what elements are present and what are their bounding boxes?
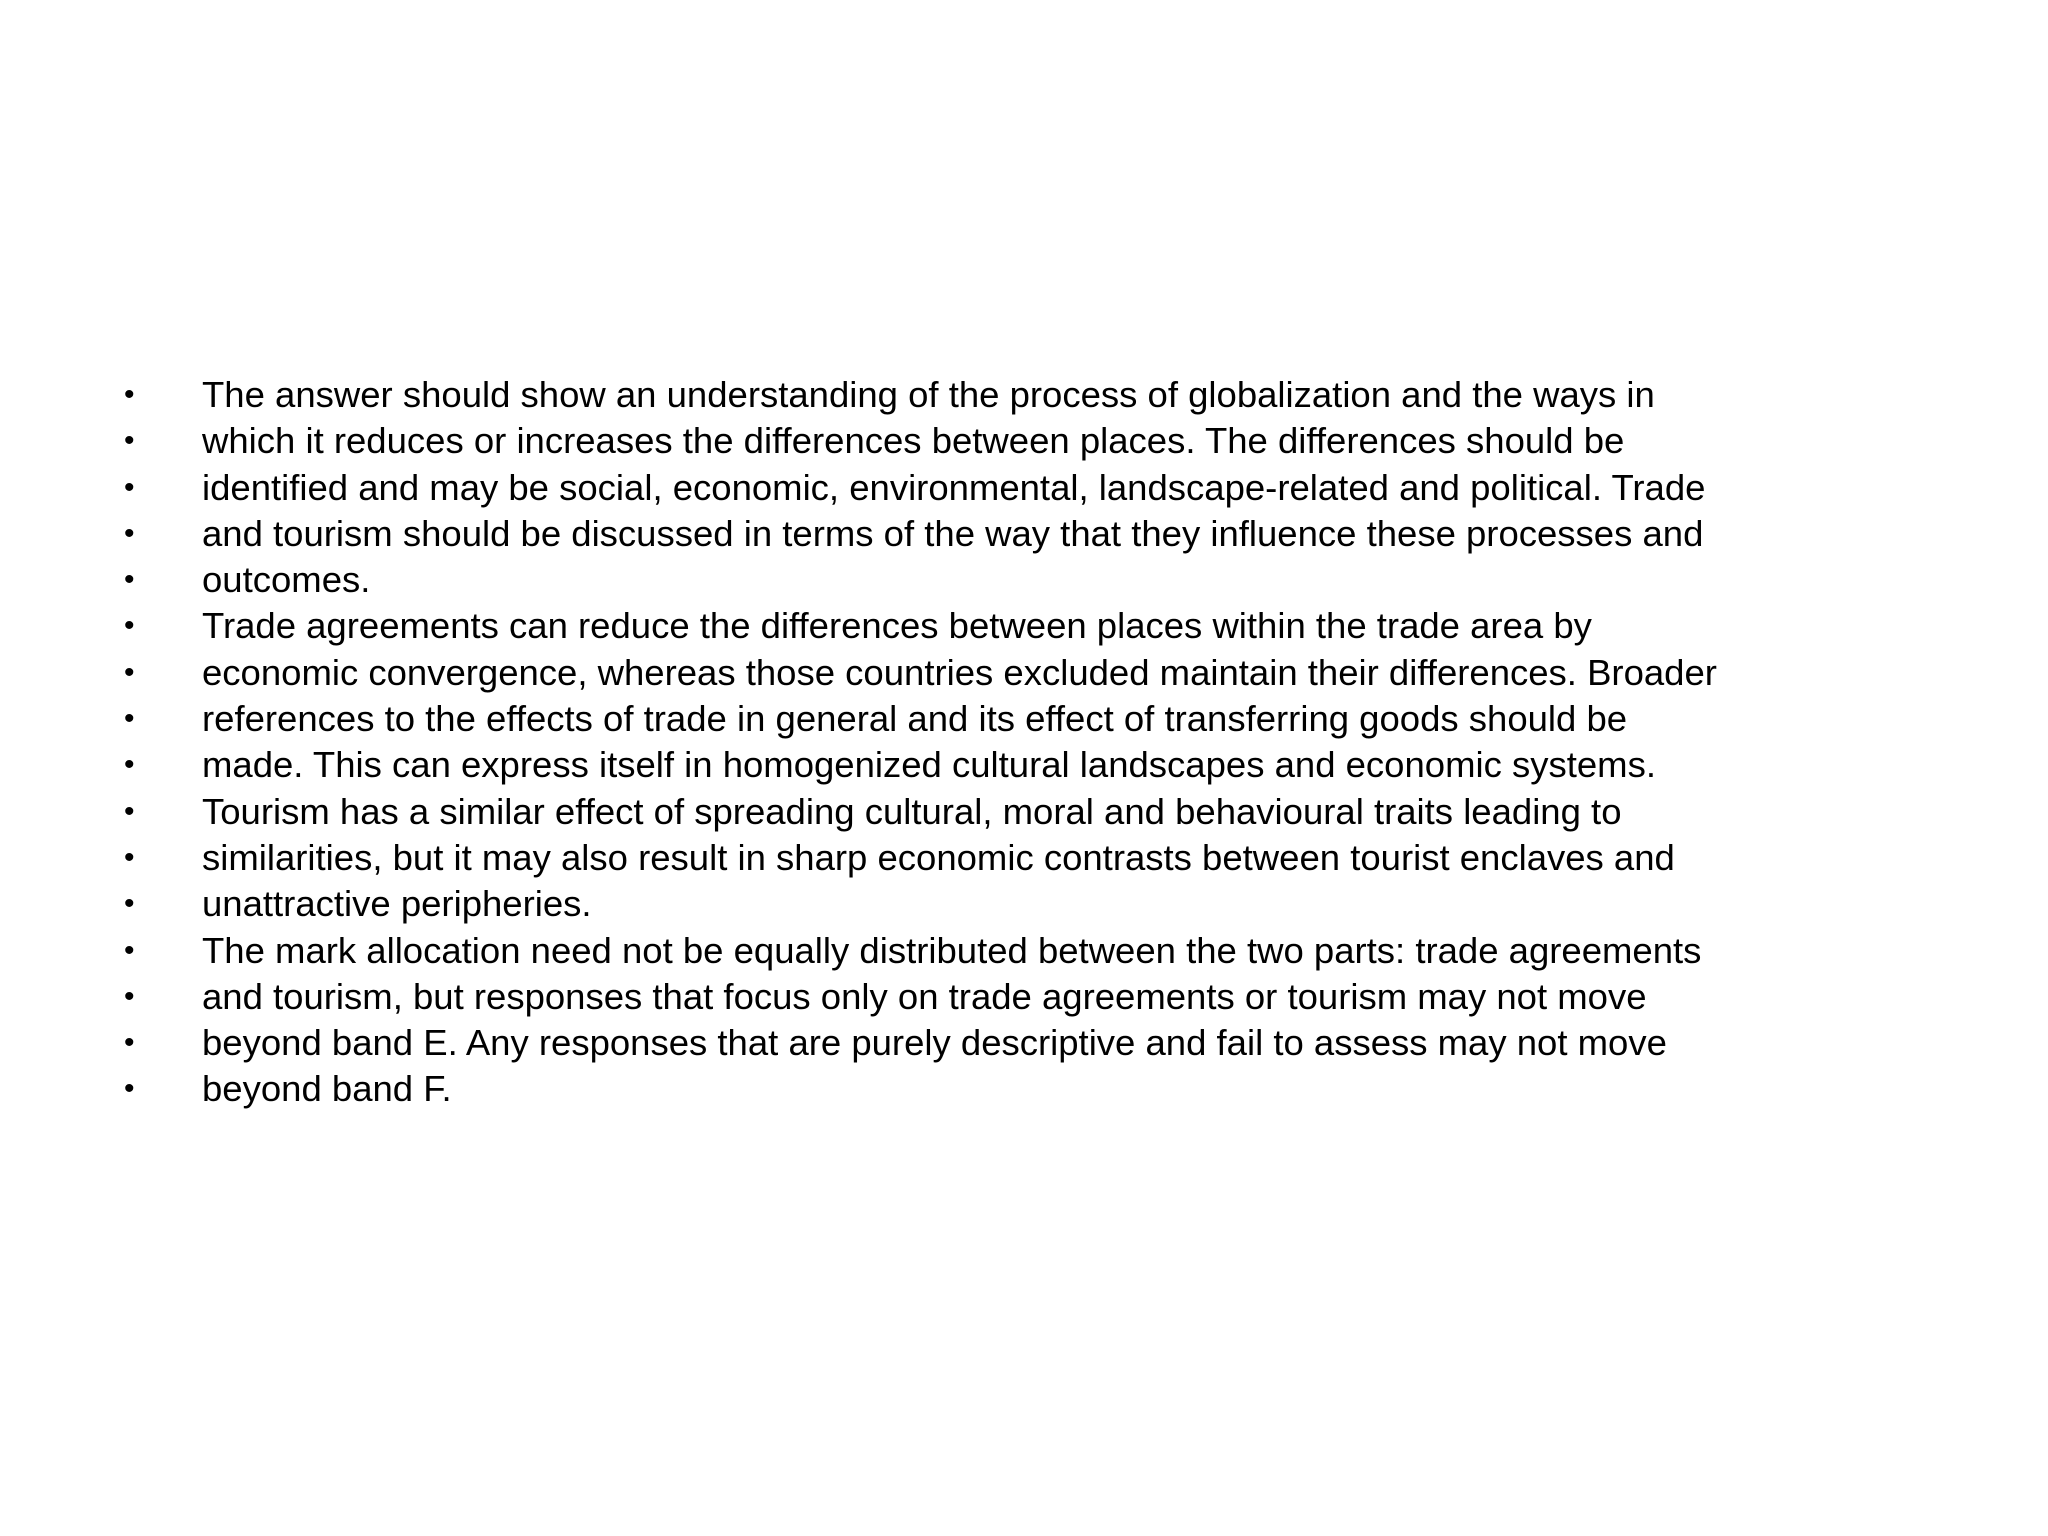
list-item <box>0 789 2048 835</box>
list-item-text: The answer should show an understanding of the process of globalization and the ways in <box>202 374 1655 415</box>
list-item-text: unattractive peripheries. <box>202 883 592 925</box>
bullet-marker: • <box>124 887 135 921</box>
list-item <box>0 881 2048 927</box>
list-item-text: made. This can express itself in homogenized cultural landscapes and economic systems. <box>202 744 1656 786</box>
list-item-text: identified and may be social, economic, environmental, landscape-related and political. Trade <box>202 466 1706 508</box>
list-item <box>0 650 2048 696</box>
list-item-text: which it reduces or increases the differences between places. The differences should be <box>202 420 1625 462</box>
bullet-marker: • <box>124 1072 135 1106</box>
bullet-list <box>0 372 2048 1113</box>
list-item <box>0 372 2048 418</box>
list-item-text: Trade agreements can reduce the differences between places within the trade area by <box>202 605 1592 647</box>
bullet-marker: • <box>124 748 135 782</box>
list-item-text: and tourism, but responses that focus only on trade agreements or tourism may not move <box>202 975 1647 1017</box>
list-item <box>0 928 2048 974</box>
list-item <box>0 1066 2048 1112</box>
bullet-marker: • <box>124 470 135 504</box>
bullet-marker: • <box>124 702 135 736</box>
bullet-marker: • <box>124 794 135 828</box>
list-item <box>0 418 2048 464</box>
bullet-marker: • <box>124 933 135 967</box>
list-item <box>0 465 2048 511</box>
bullet-marker: • <box>124 424 135 458</box>
list-item <box>0 511 2048 557</box>
list-item <box>0 1020 2048 1066</box>
list-item-text: economic convergence, whereas those countries excluded maintain their differences. Broader <box>202 651 1717 693</box>
list-item-text: Tourism has a similar effect of spreading cultural, moral and behavioural traits leading to <box>202 790 1622 832</box>
bullet-marker: • <box>124 378 135 411</box>
bullet-marker: • <box>124 1026 135 1060</box>
list-item <box>0 603 2048 649</box>
list-item-text: references to the effects of trade in general and its effect of transferring goods should be <box>202 698 1628 740</box>
bullet-marker: • <box>124 516 135 550</box>
list-item-text: similarities, but it may also result in sharp economic contrasts between tourist enclaves and <box>202 836 1675 878</box>
bullet-marker: • <box>124 979 135 1013</box>
list-item-text: beyond band F. <box>202 1068 452 1110</box>
list-item-text: and tourism should be discussed in terms of the way that they influence these processes and <box>202 512 1704 554</box>
bullet-marker: • <box>124 563 135 597</box>
bullet-marker: • <box>124 609 135 643</box>
list-item-text: beyond band E. Any responses that are purely descriptive and fail to assess may not move <box>202 1022 1667 1064</box>
list-item <box>0 557 2048 603</box>
bullet-marker: • <box>124 840 135 874</box>
list-item-text: The mark allocation need not be equally distributed between the two parts: trade agreements <box>202 929 1702 971</box>
list-item <box>0 974 2048 1020</box>
list-item <box>0 835 2048 881</box>
list-item-text: outcomes. <box>202 559 371 601</box>
bullet-marker: • <box>124 655 135 689</box>
list-item <box>0 742 2048 788</box>
list-item <box>0 696 2048 742</box>
